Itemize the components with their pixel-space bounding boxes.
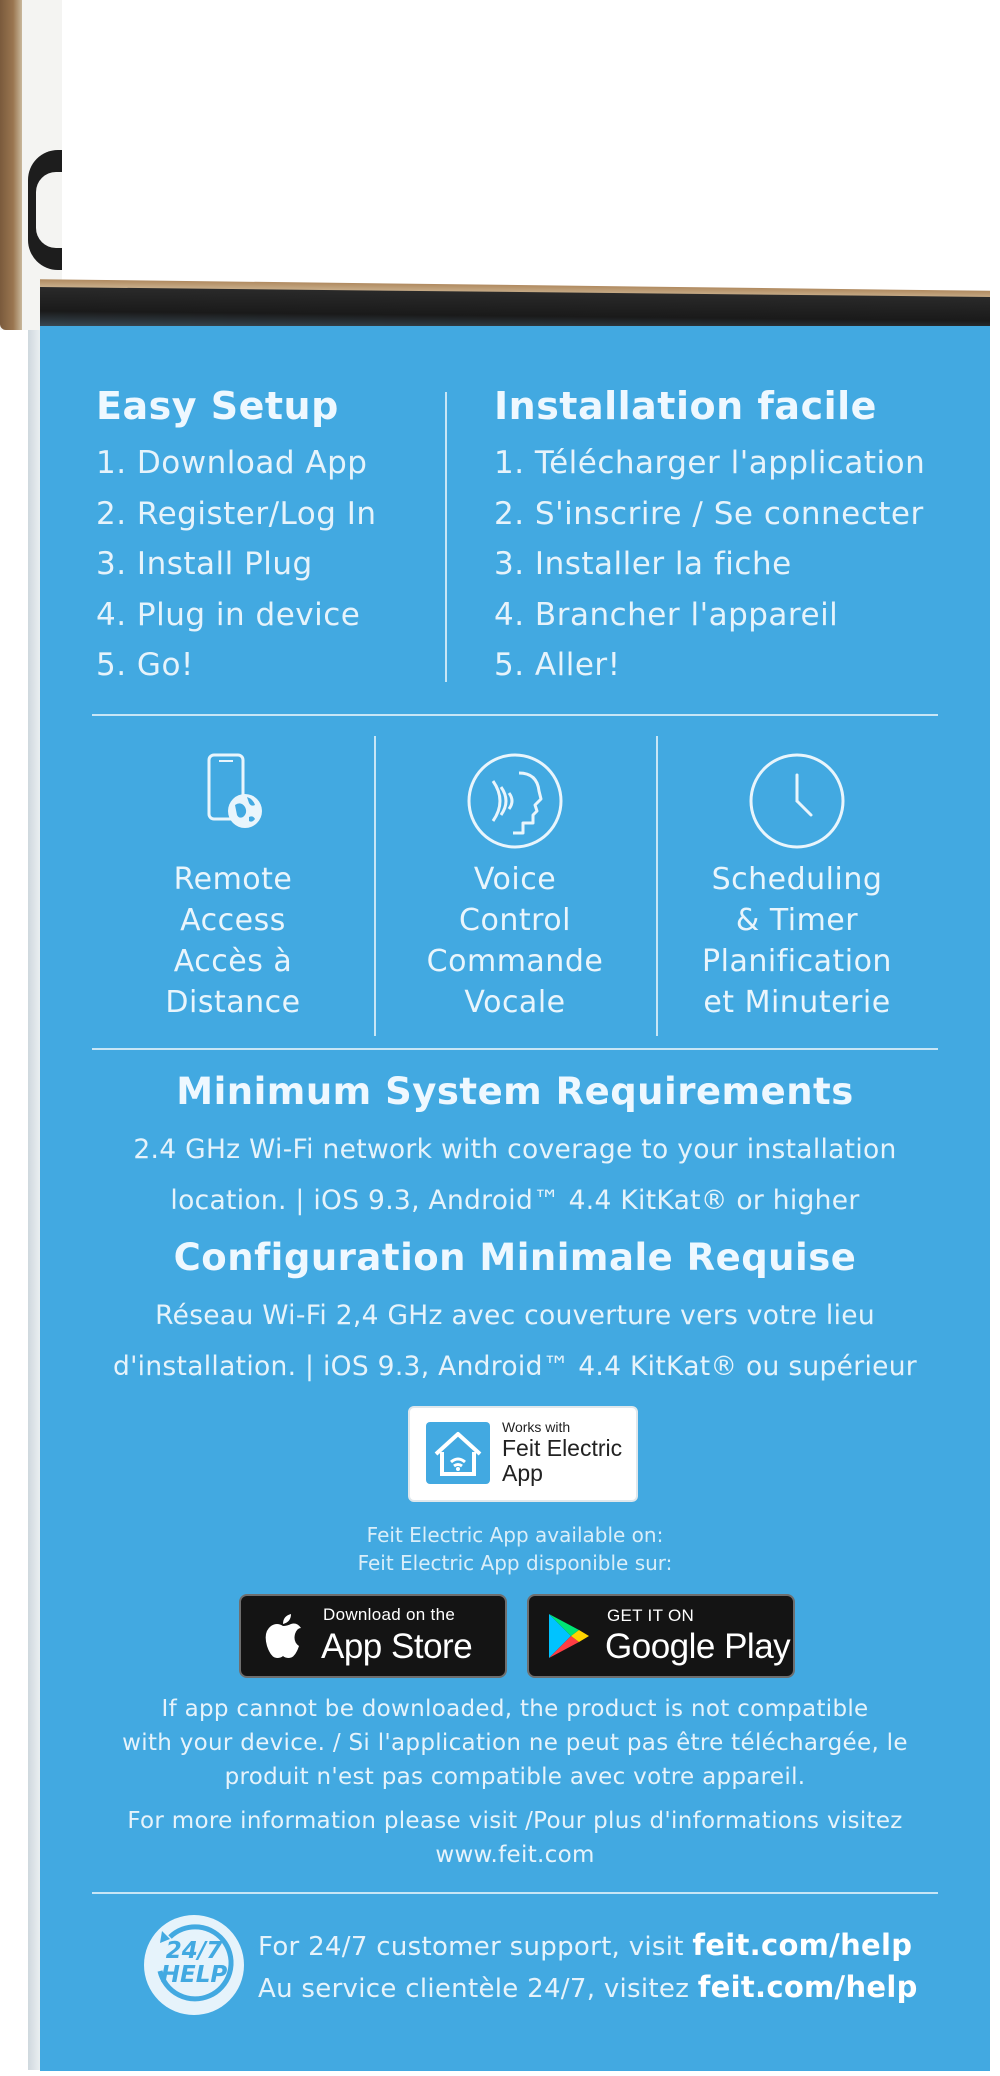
support-link[interactable]: feit.com/help xyxy=(692,1928,913,1962)
setup-step: 5. Go! xyxy=(96,647,194,683)
easy-setup-section xyxy=(96,384,456,691)
works-with-small: Works with xyxy=(502,1419,571,1435)
website-link[interactable]: www.feit.com xyxy=(435,1842,595,1868)
feature-line: Voice xyxy=(473,862,557,897)
package-panel xyxy=(40,326,990,2071)
requirements-line-fr: Réseau Wi-Fi 2,4 GHz avec couverture vers votre lieu xyxy=(155,1300,875,1331)
smart-home-icon xyxy=(426,1422,490,1488)
works-with-label xyxy=(502,1418,622,1486)
feature-line: & Timer xyxy=(735,903,859,938)
feature-line: Access xyxy=(180,903,286,938)
feature-line: Commande xyxy=(426,944,604,979)
compatibility-note xyxy=(80,1692,950,1794)
feature-voice-control xyxy=(374,731,656,1041)
works-with-feit-badge xyxy=(408,1406,638,1502)
setup-step: 4. Plug in device xyxy=(96,596,361,633)
note-line: For more information please visit /Pour plus d'informations visitez xyxy=(127,1808,903,1834)
section-divider xyxy=(92,714,938,716)
setup-step: 1. Download App xyxy=(96,445,368,481)
help-badge-top: 24/7 xyxy=(165,1938,223,1964)
feature-line: Distance xyxy=(165,985,301,1020)
app-store-small: Download on the xyxy=(323,1605,456,1624)
app-store-badge[interactable] xyxy=(239,1594,507,1678)
google-play-big: Google Play xyxy=(605,1627,791,1666)
installation-facile-title: Installation facile xyxy=(494,384,877,428)
support-text: Au service clientèle 24/7, visitez xyxy=(258,1974,698,2004)
feature-line: Control xyxy=(459,903,571,938)
feature-label xyxy=(374,859,656,1023)
requirements-title-en: Minimum System Requirements xyxy=(176,1070,854,1113)
hang-tab xyxy=(28,150,62,270)
voice-control-icon xyxy=(465,751,565,855)
app-store-big: App Store xyxy=(321,1627,473,1666)
support-line-en xyxy=(258,1928,912,1962)
requirements-title-fr: Configuration Minimale Requise xyxy=(173,1236,857,1279)
cardboard-edge xyxy=(0,0,22,330)
setup-step-fr: 4. Brancher l'appareil xyxy=(494,596,839,633)
google-play-small: GET IT ON xyxy=(607,1606,695,1625)
requirements-line: 2.4 GHz Wi-Fi network with coverage to your installation xyxy=(133,1134,897,1165)
features-row xyxy=(92,731,938,1041)
feature-scheduling xyxy=(656,731,938,1041)
support-line-fr xyxy=(258,1970,918,2004)
feature-label xyxy=(92,859,374,1023)
setup-step-fr: 5. Aller! xyxy=(494,647,621,683)
requirements-line: location. | iOS 9.3, Android™ 4.4 KitKat® or higher xyxy=(170,1185,860,1216)
easy-setup-steps xyxy=(96,438,456,691)
feature-line: Remote xyxy=(173,862,293,897)
feature-line: Accès à xyxy=(173,944,293,979)
support-text: For 24/7 customer support, visit xyxy=(258,1932,693,1962)
setup-step-fr: 2. S'inscrire / Se connecter xyxy=(494,495,924,532)
feature-label xyxy=(656,859,938,1023)
easy-setup-title: Easy Setup xyxy=(96,384,339,428)
setup-divider xyxy=(445,392,447,682)
section-divider xyxy=(92,1048,938,1050)
google-play-icon xyxy=(545,1610,591,1667)
works-with-line: App xyxy=(502,1460,543,1486)
installation-facile-section xyxy=(494,384,974,691)
apple-icon xyxy=(263,1610,303,1663)
feature-line: Vocale xyxy=(464,985,566,1020)
section-divider xyxy=(92,1892,938,1894)
note-line: If app cannot be downloaded, the product is not compatible xyxy=(161,1696,869,1722)
requirements-line-fr: d'installation. | iOS 9.3, Android™ 4.4 KitKat® ou supérieur xyxy=(112,1351,918,1382)
setup-step-fr: 1. Télécharger l'application xyxy=(494,445,926,481)
setup-step: 2. Register/Log In xyxy=(96,495,377,532)
setup-step-fr: 3. Installer la fiche xyxy=(494,546,792,582)
help-24-7-badge xyxy=(140,1911,248,2023)
installation-facile-steps xyxy=(494,438,974,691)
help-badge-bottom: HELP xyxy=(160,1962,228,1988)
google-play-badge[interactable] xyxy=(527,1594,795,1678)
feature-line: Planification xyxy=(702,944,892,979)
setup-step: 3. Install Plug xyxy=(96,546,313,582)
feature-line: et Minuterie xyxy=(703,985,891,1020)
more-info-note xyxy=(80,1804,950,1872)
availability-text xyxy=(40,1521,990,1577)
clock-icon xyxy=(747,751,847,855)
note-line: produit n'est pas compatible avec votre appareil. xyxy=(224,1764,806,1790)
works-with-line: Feit Electric xyxy=(502,1435,623,1461)
availability-en: Feit Electric App available on: xyxy=(366,1523,664,1547)
support-link[interactable]: feit.com/help xyxy=(697,1970,918,2004)
feature-line: Scheduling xyxy=(711,862,883,897)
feature-remote-access xyxy=(92,731,374,1041)
phone-globe-icon xyxy=(195,751,271,841)
availability-fr: Feit Electric App disponible sur: xyxy=(357,1551,673,1575)
note-line: with your device. / Si l'application ne peut pas être téléchargée, le xyxy=(122,1730,908,1756)
